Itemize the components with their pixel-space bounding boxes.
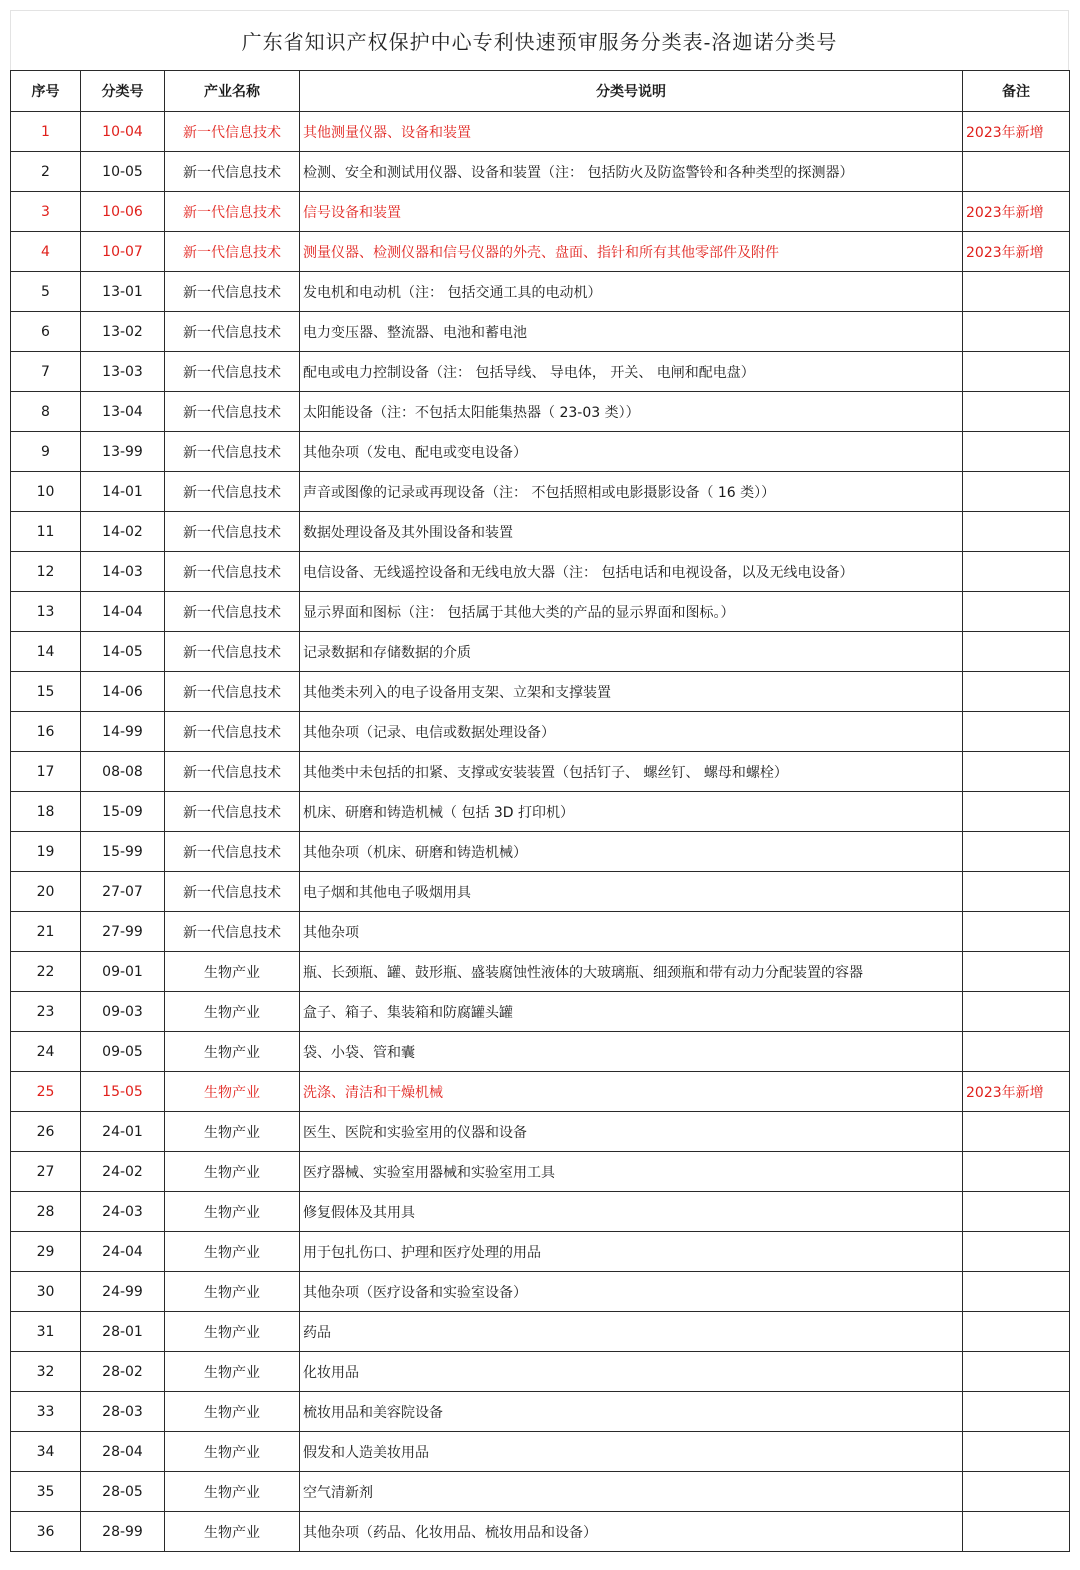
cell-seq: 31 <box>11 1312 81 1352</box>
cell-description: 化妆用品 <box>300 1352 963 1392</box>
table-row <box>11 192 1070 232</box>
cell-note <box>963 1472 1070 1512</box>
cell-note <box>963 552 1070 592</box>
cell-description: 电信设备、无线遥控设备和无线电放大器（注： 包括电话和电视设备，以及无线电设备） <box>300 552 963 592</box>
cell-industry: 生物产业 <box>165 992 300 1032</box>
cell-note <box>963 472 1070 512</box>
cell-industry: 生物产业 <box>165 1232 300 1272</box>
cell-code: 13-02 <box>81 312 165 352</box>
cell-note <box>963 152 1070 192</box>
cell-seq: 13 <box>11 592 81 632</box>
cell-note <box>963 512 1070 552</box>
cell-industry: 生物产业 <box>165 1112 300 1152</box>
cell-industry: 新一代信息技术 <box>165 152 300 192</box>
cell-description: 医疗器械、实验室用器械和实验室用工具 <box>300 1152 963 1192</box>
cell-description: 用于包扎伤口、护理和医疗处理的用品 <box>300 1232 963 1272</box>
cell-description: 药品 <box>300 1312 963 1352</box>
header-description: 分类号说明 <box>300 71 963 112</box>
cell-description: 医生、医院和实验室用的仪器和设备 <box>300 1112 963 1152</box>
cell-seq: 10 <box>11 472 81 512</box>
cell-note <box>963 352 1070 392</box>
table-row <box>11 1272 1070 1312</box>
header-industry: 产业名称 <box>165 71 300 112</box>
cell-description: 电力变压器、整流器、电池和蓄电池 <box>300 312 963 352</box>
cell-code: 14-05 <box>81 632 165 672</box>
table-row <box>11 632 1070 672</box>
cell-seq: 2 <box>11 152 81 192</box>
cell-industry: 新一代信息技术 <box>165 672 300 712</box>
cell-seq: 23 <box>11 992 81 1032</box>
cell-note <box>963 432 1070 472</box>
cell-description: 机床、研磨和铸造机械（ 包括 3D 打印机） <box>300 792 963 832</box>
cell-note: 2023年新增 <box>963 232 1070 272</box>
cell-industry: 新一代信息技术 <box>165 872 300 912</box>
cell-note: 2023年新增 <box>963 192 1070 232</box>
cell-seq: 7 <box>11 352 81 392</box>
cell-note <box>963 592 1070 632</box>
cell-seq: 8 <box>11 392 81 432</box>
cell-seq: 3 <box>11 192 81 232</box>
cell-industry: 新一代信息技术 <box>165 552 300 592</box>
cell-seq: 4 <box>11 232 81 272</box>
cell-code: 28-03 <box>81 1392 165 1432</box>
cell-note <box>963 1152 1070 1192</box>
table-row <box>11 1072 1070 1112</box>
cell-industry: 生物产业 <box>165 1512 300 1552</box>
cell-code: 14-03 <box>81 552 165 592</box>
cell-industry: 新一代信息技术 <box>165 472 300 512</box>
cell-seq: 29 <box>11 1232 81 1272</box>
cell-industry: 新一代信息技术 <box>165 352 300 392</box>
cell-industry: 新一代信息技术 <box>165 112 300 152</box>
header-note: 备注 <box>963 71 1070 112</box>
table-row <box>11 1392 1070 1432</box>
cell-industry: 新一代信息技术 <box>165 392 300 432</box>
cell-seq: 21 <box>11 912 81 952</box>
document-title: 广东省知识产权保护中心专利快速预审服务分类表-洛迦诺分类号 <box>10 10 1069 70</box>
cell-code: 10-04 <box>81 112 165 152</box>
cell-note: 2023年新增 <box>963 112 1070 152</box>
cell-note <box>963 312 1070 352</box>
cell-industry: 新一代信息技术 <box>165 912 300 952</box>
cell-code: 28-02 <box>81 1352 165 1392</box>
table-row <box>11 312 1070 352</box>
cell-seq: 16 <box>11 712 81 752</box>
cell-note: 2023年新增 <box>963 1072 1070 1112</box>
cell-note <box>963 912 1070 952</box>
cell-seq: 17 <box>11 752 81 792</box>
cell-description: 数据处理设备及其外围设备和装置 <box>300 512 963 552</box>
cell-description: 梳妆用品和美容院设备 <box>300 1392 963 1432</box>
cell-industry: 生物产业 <box>165 1432 300 1472</box>
cell-note <box>963 392 1070 432</box>
cell-seq: 22 <box>11 952 81 992</box>
cell-industry: 新一代信息技术 <box>165 712 300 752</box>
table-row <box>11 792 1070 832</box>
cell-seq: 15 <box>11 672 81 712</box>
cell-industry: 新一代信息技术 <box>165 512 300 552</box>
classification-table <box>10 70 1070 1552</box>
cell-seq: 20 <box>11 872 81 912</box>
cell-seq: 32 <box>11 1352 81 1392</box>
table-row <box>11 1112 1070 1152</box>
header-code: 分类号 <box>81 71 165 112</box>
cell-note <box>963 1272 1070 1312</box>
table-row <box>11 1032 1070 1072</box>
table-row <box>11 552 1070 592</box>
cell-code: 28-04 <box>81 1432 165 1472</box>
header-seq: 序号 <box>11 71 81 112</box>
table-row <box>11 392 1070 432</box>
cell-seq: 24 <box>11 1032 81 1072</box>
cell-seq: 6 <box>11 312 81 352</box>
cell-seq: 18 <box>11 792 81 832</box>
cell-note <box>963 1512 1070 1552</box>
cell-industry: 生物产业 <box>165 1312 300 1352</box>
cell-note <box>963 1392 1070 1432</box>
table-row <box>11 592 1070 632</box>
cell-code: 24-04 <box>81 1232 165 1272</box>
cell-note <box>963 1232 1070 1272</box>
cell-code: 28-05 <box>81 1472 165 1512</box>
cell-code: 24-01 <box>81 1112 165 1152</box>
cell-seq: 28 <box>11 1192 81 1232</box>
cell-industry: 生物产业 <box>165 1352 300 1392</box>
cell-industry: 新一代信息技术 <box>165 752 300 792</box>
cell-description: 空气清新剂 <box>300 1472 963 1512</box>
cell-code: 13-04 <box>81 392 165 432</box>
cell-code: 15-09 <box>81 792 165 832</box>
cell-note <box>963 1432 1070 1472</box>
cell-code: 28-01 <box>81 1312 165 1352</box>
cell-code: 09-03 <box>81 992 165 1032</box>
cell-note <box>963 872 1070 912</box>
table-row <box>11 832 1070 872</box>
header-row <box>11 71 1070 112</box>
table-row <box>11 1352 1070 1392</box>
cell-description: 记录数据和存储数据的介质 <box>300 632 963 672</box>
cell-industry: 新一代信息技术 <box>165 592 300 632</box>
cell-industry: 新一代信息技术 <box>165 272 300 312</box>
table-row <box>11 112 1070 152</box>
cell-code: 10-06 <box>81 192 165 232</box>
cell-note <box>963 752 1070 792</box>
table-row <box>11 1432 1070 1472</box>
cell-description: 电子烟和其他电子吸烟用具 <box>300 872 963 912</box>
cell-note <box>963 832 1070 872</box>
cell-seq: 25 <box>11 1072 81 1112</box>
table-row <box>11 152 1070 192</box>
cell-note <box>963 1112 1070 1152</box>
cell-note <box>963 992 1070 1032</box>
table-row <box>11 1192 1070 1232</box>
table-row <box>11 992 1070 1032</box>
table-row <box>11 512 1070 552</box>
table-row <box>11 1152 1070 1192</box>
cell-description: 显示界面和图标（注： 包括属于其他大类的产品的显示界面和图标。） <box>300 592 963 632</box>
cell-note <box>963 632 1070 672</box>
table-row <box>11 912 1070 952</box>
cell-code: 27-07 <box>81 872 165 912</box>
cell-description: 太阳能设备（注：不包括太阳能集热器（ 23-03 类）） <box>300 392 963 432</box>
table-header <box>11 71 1070 112</box>
table-row <box>11 752 1070 792</box>
table-row <box>11 672 1070 712</box>
cell-note <box>963 1192 1070 1232</box>
cell-code: 09-05 <box>81 1032 165 1072</box>
classification-sheet <box>10 10 1069 1552</box>
cell-seq: 26 <box>11 1112 81 1152</box>
cell-seq: 30 <box>11 1272 81 1312</box>
cell-industry: 生物产业 <box>165 1152 300 1192</box>
cell-description: 发电机和电动机（注： 包括交通工具的电动机） <box>300 272 963 312</box>
cell-description: 其他杂项（药品、化妆用品、梳妆用品和设备） <box>300 1512 963 1552</box>
table-row <box>11 1512 1070 1552</box>
cell-industry: 新一代信息技术 <box>165 832 300 872</box>
cell-industry: 生物产业 <box>165 952 300 992</box>
cell-code: 13-01 <box>81 272 165 312</box>
cell-seq: 35 <box>11 1472 81 1512</box>
cell-description: 其他杂项（医疗设备和实验室设备） <box>300 1272 963 1312</box>
cell-description: 其他杂项 <box>300 912 963 952</box>
cell-code: 14-01 <box>81 472 165 512</box>
cell-description: 声音或图像的记录或再现设备（注： 不包括照相或电影摄影设备（ 16 类）） <box>300 472 963 512</box>
cell-industry: 新一代信息技术 <box>165 192 300 232</box>
table-row <box>11 432 1070 472</box>
cell-industry: 生物产业 <box>165 1192 300 1232</box>
table-row <box>11 352 1070 392</box>
cell-industry: 生物产业 <box>165 1072 300 1112</box>
cell-description: 其他杂项（记录、电信或数据处理设备） <box>300 712 963 752</box>
cell-note <box>963 1352 1070 1392</box>
cell-description: 盒子、箱子、集装箱和防腐罐头罐 <box>300 992 963 1032</box>
cell-note <box>963 272 1070 312</box>
table-row <box>11 952 1070 992</box>
cell-note <box>963 672 1070 712</box>
cell-industry: 生物产业 <box>165 1472 300 1512</box>
cell-code: 08-08 <box>81 752 165 792</box>
cell-industry: 生物产业 <box>165 1032 300 1072</box>
cell-seq: 9 <box>11 432 81 472</box>
cell-code: 24-03 <box>81 1192 165 1232</box>
table-row <box>11 872 1070 912</box>
cell-note <box>963 952 1070 992</box>
table-row <box>11 272 1070 312</box>
cell-description: 测量仪器、检测仪器和信号仪器的外壳、盘面、指针和所有其他零部件及附件 <box>300 232 963 272</box>
table-body <box>11 112 1070 1552</box>
cell-code: 13-99 <box>81 432 165 472</box>
cell-note <box>963 1312 1070 1352</box>
cell-seq: 14 <box>11 632 81 672</box>
cell-code: 27-99 <box>81 912 165 952</box>
cell-description: 信号设备和装置 <box>300 192 963 232</box>
cell-seq: 1 <box>11 112 81 152</box>
table-row <box>11 232 1070 272</box>
cell-seq: 19 <box>11 832 81 872</box>
cell-industry: 新一代信息技术 <box>165 792 300 832</box>
cell-description: 袋、小袋、管和囊 <box>300 1032 963 1072</box>
cell-description: 洗涤、清洁和干燥机械 <box>300 1072 963 1112</box>
cell-industry: 新一代信息技术 <box>165 312 300 352</box>
cell-note <box>963 792 1070 832</box>
cell-description: 其他类中未包括的扣紧、支撑或安装装置（包括钉子、 螺丝钉、 螺母和螺栓） <box>300 752 963 792</box>
cell-seq: 12 <box>11 552 81 592</box>
cell-code: 13-03 <box>81 352 165 392</box>
cell-description: 其他杂项（机床、研磨和铸造机械） <box>300 832 963 872</box>
cell-industry: 新一代信息技术 <box>165 232 300 272</box>
table-row <box>11 1312 1070 1352</box>
cell-description: 瓶、长颈瓶、罐、鼓形瓶、盛装腐蚀性液体的大玻璃瓶、细颈瓶和带有动力分配装置的容器 <box>300 952 963 992</box>
table-row <box>11 1232 1070 1272</box>
cell-code: 28-99 <box>81 1512 165 1552</box>
cell-code: 10-07 <box>81 232 165 272</box>
table-row <box>11 472 1070 512</box>
cell-description: 其他杂项（发电、配电或变电设备） <box>300 432 963 472</box>
cell-code: 14-99 <box>81 712 165 752</box>
cell-code: 15-05 <box>81 1072 165 1112</box>
cell-code: 10-05 <box>81 152 165 192</box>
cell-code: 24-02 <box>81 1152 165 1192</box>
cell-seq: 5 <box>11 272 81 312</box>
cell-note <box>963 1032 1070 1072</box>
cell-seq: 27 <box>11 1152 81 1192</box>
cell-seq: 33 <box>11 1392 81 1432</box>
cell-description: 检测、安全和测试用仪器、设备和装置（注： 包括防火及防盗警铃和各种类型的探测器） <box>300 152 963 192</box>
table-row <box>11 712 1070 752</box>
cell-seq: 11 <box>11 512 81 552</box>
cell-code: 14-04 <box>81 592 165 632</box>
cell-code: 15-99 <box>81 832 165 872</box>
cell-description: 配电或电力控制设备（注： 包括导线、 导电体， 开关、 电闸和配电盘） <box>300 352 963 392</box>
cell-industry: 新一代信息技术 <box>165 632 300 672</box>
cell-code: 14-06 <box>81 672 165 712</box>
cell-industry: 新一代信息技术 <box>165 432 300 472</box>
cell-note <box>963 712 1070 752</box>
cell-code: 09-01 <box>81 952 165 992</box>
cell-seq: 34 <box>11 1432 81 1472</box>
cell-code: 14-02 <box>81 512 165 552</box>
cell-description: 其他类未列入的电子设备用支架、立架和支撑装置 <box>300 672 963 712</box>
cell-description: 修复假体及其用具 <box>300 1192 963 1232</box>
cell-industry: 生物产业 <box>165 1392 300 1432</box>
cell-seq: 36 <box>11 1512 81 1552</box>
cell-description: 假发和人造美妆用品 <box>300 1432 963 1472</box>
cell-description: 其他测量仪器、设备和装置 <box>300 112 963 152</box>
cell-code: 24-99 <box>81 1272 165 1312</box>
table-row <box>11 1472 1070 1512</box>
cell-industry: 生物产业 <box>165 1272 300 1312</box>
